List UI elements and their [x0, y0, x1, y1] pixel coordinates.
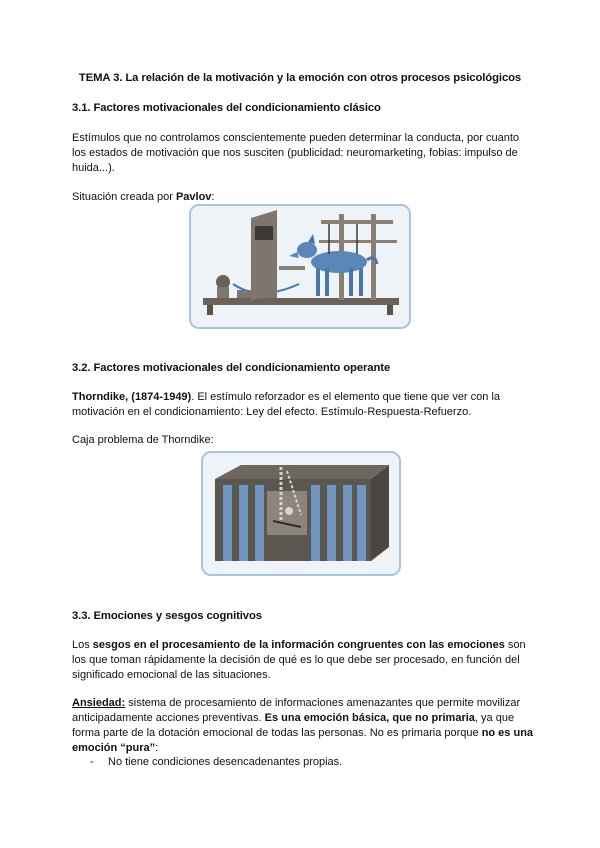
- section-heading-3-2: 3.2. Factores motivacionales del condicionamiento operante: [72, 362, 391, 374]
- document-title: TEMA 3. La relación de la motivación y la emoción con otros procesos psicológicos: [78, 72, 522, 84]
- paragraph-thorndike: Thorndike, (1874-1949). El estímulo reforzador es el elemento que tiene que ver con la motivación en el condicionamiento: Ley del efecto. Estímulo-Respuesta-Refuerzo.: [72, 391, 501, 418]
- paragraph-sesgos: Los sesgos en el procesamiento de la información congruentes con las emociones son los que toman rápidamente la decisión de qué es lo que debe ser procesado, en función del significado emocional de las situaciones.: [72, 639, 526, 681]
- paragraph-estimulos: Estímulos que no controlamos conscientemente pueden determinar la conducta, por cuanto los estados de motivación que nos susciten (publicidad: neuromarketing, fobias: impulso de huida...).: [72, 132, 519, 174]
- thorndike-box-image: [201, 451, 401, 581]
- thorndike-puzzle-box-illustration: [201, 451, 401, 576]
- paragraph-pavlov: Situación creada por Pavlov:: [72, 191, 215, 203]
- paragraph-caja-problema: Caja problema de Thorndike:: [72, 434, 214, 446]
- bullet-dash: -: [90, 756, 94, 768]
- pavlov-name: Pavlov: [175, 191, 212, 203]
- thorndike-name: Thorndike, (1874-1949): [72, 391, 192, 403]
- section-heading-3-1: 3.1. Factores motivacionales del condicionamiento clásico: [72, 102, 381, 114]
- pavlov-experiment-image: [189, 204, 411, 334]
- bullet-item-1: No tiene condiciones desencadenantes propias.: [108, 756, 343, 768]
- section-heading-3-3: 3.3. Emociones y sesgos cognitivos: [72, 610, 262, 622]
- ansiedad-label: Ansiedad:: [72, 697, 126, 709]
- pavlov-dog-illustration: [189, 204, 411, 329]
- paragraph-ansiedad: Ansiedad: sistema de procesamiento de informaciones amenazantes que permite movilizar anticipadamente acciones preventivas. Es una emoción básica, que no primaria, ya que forma parte de la dotación emocional de todas las personas. No es primaria porque no es una emoción “pura”:: [72, 697, 534, 754]
